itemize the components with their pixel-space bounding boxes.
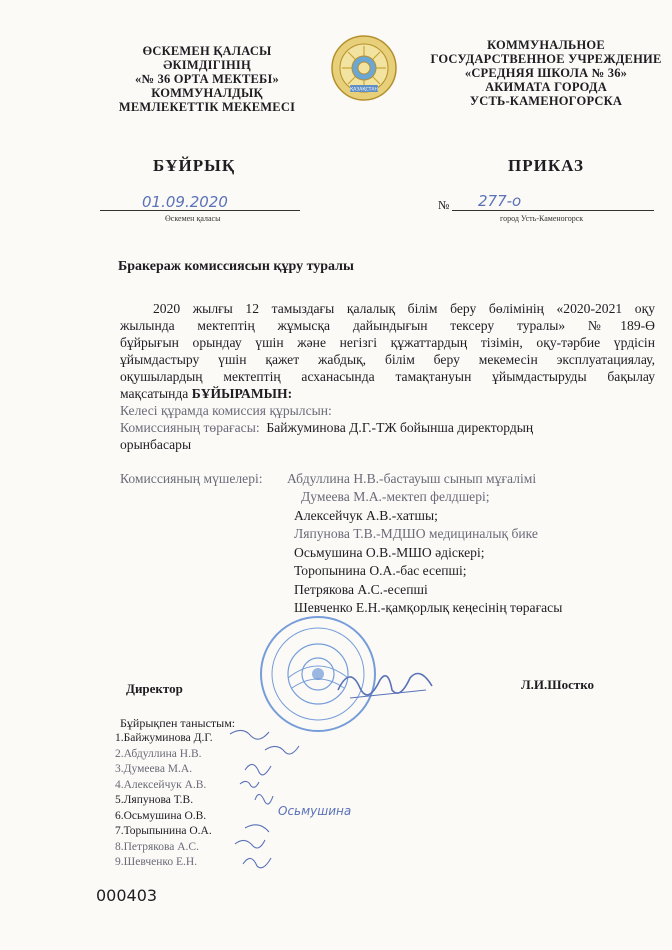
order-subject: Бракераж комиссиясын құру туралы bbox=[118, 259, 354, 274]
acknowledgement-item: 4.Алексейчук А.В. bbox=[115, 778, 207, 791]
member-item: Торопынина О.А.-бас есепші; bbox=[294, 563, 467, 578]
order-title-kz: БҰЙРЫҚ bbox=[153, 156, 236, 175]
body-line: жылында мектептің жұмысқа дайындығын тексеру туралы» №189-Ө bbox=[120, 318, 655, 333]
header-left-line: ӨСКЕМЕН ҚАЛАСЫ bbox=[142, 44, 272, 58]
commission-compose: Келесі құрамда комиссия құрылсын: bbox=[120, 403, 332, 418]
commission-chair bbox=[120, 419, 655, 436]
signature-name: Л.И.Шостко bbox=[521, 677, 595, 692]
order-body bbox=[120, 300, 655, 453]
member-item: Ляпунова Т.В.-МДШО медициналық бике bbox=[294, 526, 538, 541]
order-title-ru: ПРИКАЗ bbox=[508, 156, 584, 175]
header-right-line: ГОСУДАРСТВЕННОЕ УЧРЕЖДЕНИЕ bbox=[430, 52, 662, 66]
acknowledgement-item: 6.Осьмушина О.В. bbox=[115, 809, 207, 822]
director-signature-icon bbox=[330, 660, 440, 710]
body-line: бұйрығын орындау үшін және негізгі құжаттардың тізімін, оқу-тәрбие үрдісін bbox=[120, 335, 655, 350]
chair-text-cont: орынбасары bbox=[120, 437, 192, 452]
member-item: Шевченко Е.Н.-қамқорлық кеңесінің төрағасы bbox=[294, 600, 563, 615]
header-left-line: МЕМЛЕКЕТТІК МЕКЕМЕСІ bbox=[118, 100, 296, 114]
body-last-line bbox=[120, 385, 655, 402]
body-last-line-prefix: мақсатында bbox=[120, 386, 192, 401]
header-left-line: «№ 36 ОРТА МЕКТЕБІ» bbox=[135, 72, 279, 86]
acknowledgement-item: 5.Ляпунова Т.В. bbox=[115, 794, 194, 806]
header-left-line: ӘКІМДІГІНІҢ bbox=[163, 58, 251, 72]
acknowledgement-list bbox=[115, 731, 213, 871]
header-right-line: «СРЕДНЯЯ ШКОЛА № 36» bbox=[464, 66, 628, 80]
number-line bbox=[452, 210, 654, 211]
header-right-line: АКИМАТА ГОРОДА bbox=[485, 80, 607, 94]
kazakhstan-emblem-icon bbox=[330, 34, 398, 102]
order-number: 277-о bbox=[478, 192, 522, 210]
header-left-line: КОММУНАЛДЫҚ bbox=[151, 86, 263, 100]
members-label: Комиссияның мүшелері: bbox=[120, 471, 263, 486]
city-ru: город Усть-Каменогорск bbox=[500, 214, 584, 223]
members-list bbox=[287, 470, 563, 618]
acknowledgement-signatures-icon bbox=[215, 724, 345, 874]
header-right-line: КОММУНАЛЬНОЕ bbox=[487, 38, 605, 52]
chair-text: Байжуминова Д.Г.-ТЖ бойынша директордың bbox=[266, 420, 534, 435]
acknowledgement-item: 9.Шевченко Е.Н. bbox=[115, 856, 198, 868]
city-kz: Өскемен қаласы bbox=[165, 214, 221, 223]
acknowledgement-item: 1.Байжуминова Д.Г. bbox=[115, 732, 213, 744]
member-item: Петрякова А.С.-есепші bbox=[294, 582, 428, 597]
body-line: оқушылардың мектептің асханасында тамақтануын ұйымдастыруды бақылау bbox=[120, 369, 655, 384]
acknowledgement-item: 3.Думеева М.А. bbox=[115, 763, 193, 775]
order-date: 01.09.2020 bbox=[142, 193, 228, 211]
body-line: 2020 жылғы 12 тамыздағы қалалық білім беру бөлімінің «2020-2021 оқу bbox=[153, 301, 655, 316]
member-item: Абдуллина Н.В.-бастауыш сынып мұғалімі bbox=[287, 471, 537, 486]
emblem-label: ҚАЗАҚСТАН bbox=[350, 87, 378, 93]
signature-position: Директор bbox=[126, 681, 183, 696]
body-line: ұйымдастыру үшін қажет жабдық, білім беру мекемесін эксплуатациялау, bbox=[120, 352, 655, 367]
chair-label: Комиссияның төрағасы: bbox=[120, 420, 260, 435]
acknowledgement-title: Бұйрықпен таныстым: bbox=[120, 716, 236, 730]
header-right-line: УСТЬ-КАМЕНОГОРСКА bbox=[469, 94, 623, 108]
document-number: 000403 bbox=[96, 886, 158, 905]
acknowledgement-item: 2.Абдуллина Н.В. bbox=[115, 747, 202, 760]
order-command: БҰЙЫРАМЫН: bbox=[191, 386, 293, 401]
member-item: Думеева М.А.-мектеп фелдшері; bbox=[301, 489, 490, 504]
acknowledgement-item: 8.Петрякова А.С. bbox=[115, 840, 199, 853]
header-left-org-name bbox=[92, 44, 322, 114]
header-right-org-name bbox=[420, 38, 672, 108]
acknowledgement-handwritten-note: Осьмушина bbox=[278, 804, 352, 818]
number-prefix: № bbox=[438, 198, 450, 212]
member-item: Осьмушина О.В.-МШО әдіскері; bbox=[294, 545, 485, 560]
member-item: Алексейчук А.В.-хатшы; bbox=[294, 508, 438, 523]
acknowledgement-item: 7.Торыпынина О.А. bbox=[115, 825, 212, 837]
